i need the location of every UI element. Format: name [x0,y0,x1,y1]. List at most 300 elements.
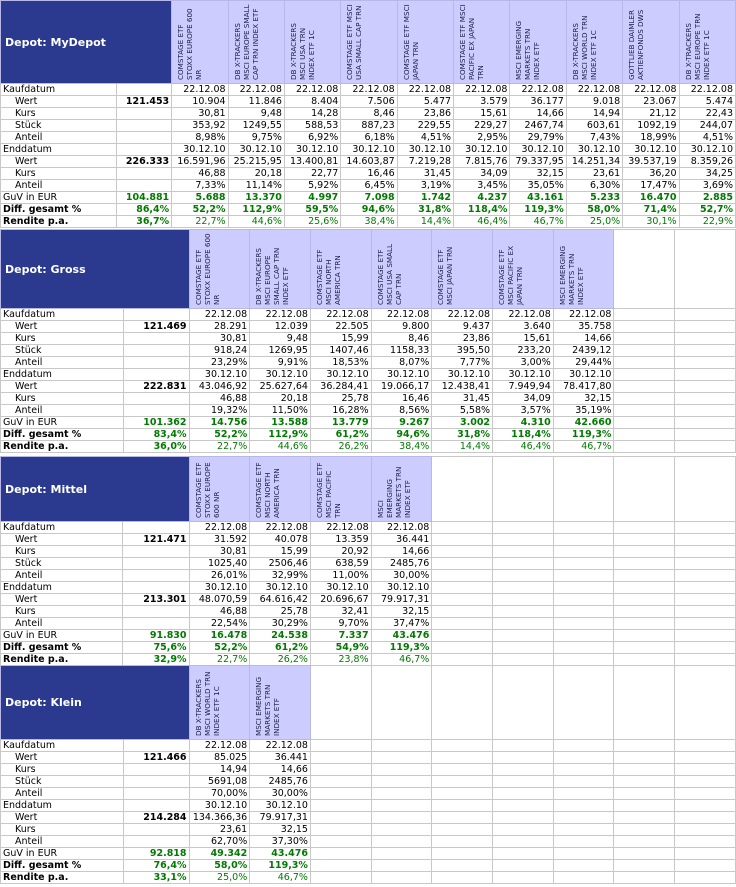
value-cell [614,776,675,788]
row-label: Kaufdatum [1,84,117,96]
value-cell [675,740,736,752]
value-cell: 119,3% [250,860,311,872]
total-cell: 32,9% [123,654,189,666]
fund-header [284,1,340,84]
value-cell: 35.758 [553,321,614,333]
value-cell [614,393,675,405]
fund-header-wrap [190,230,250,308]
value-cell: 22,43 [679,108,735,120]
value-cell [493,776,554,788]
row-stueck [1,345,736,357]
empty-header-cell [553,457,614,522]
value-cell: 46,88 [172,168,228,180]
value-cell [371,800,432,812]
fund-header-wrap [229,1,284,83]
value-cell: 134.366,36 [189,812,250,824]
fund-header [189,666,250,740]
value-cell: 22,7% [189,441,250,453]
value-cell [614,582,675,594]
value-cell: 25,78 [250,606,311,618]
value-cell: 119,3% [510,204,566,216]
value-cell: 3,57% [493,405,554,417]
value-cell [675,836,736,848]
value-cell: 30.12.10 [250,800,311,812]
value-cell: 918,24 [189,345,250,357]
value-cell: 2485,76 [371,558,432,570]
value-cell: 46,88 [189,393,250,405]
value-cell: 112,9% [228,204,284,216]
value-cell: 2,95% [454,132,510,144]
value-cell [432,630,493,642]
fund-header [228,1,284,84]
value-cell: 119,3% [371,642,432,654]
fund-header-wrap [190,457,250,521]
total-cell [123,309,189,321]
depot-title: Depot: Klein [1,666,190,740]
value-cell [493,764,554,776]
value-cell [432,546,493,558]
value-cell: 9,70% [310,618,371,630]
value-cell [553,642,614,654]
row-kurs1 [1,108,736,120]
total-cell: 92.818 [123,848,189,860]
value-cell: 244,07 [679,120,735,132]
row-diff [1,642,736,654]
fund-header-wrap [190,666,250,739]
value-cell [675,848,736,860]
value-cell: 118,4% [493,429,554,441]
value-cell [675,393,736,405]
row-label: Stück [1,558,123,570]
value-cell [614,752,675,764]
value-cell: 19.066,17 [371,381,432,393]
value-cell [675,570,736,582]
value-cell: 30.12.10 [189,582,250,594]
total-cell: 222.831 [123,381,189,393]
total-cell: 104.881 [116,192,171,204]
value-cell [553,800,614,812]
value-cell [493,582,554,594]
value-cell [614,594,675,606]
value-cell [493,740,554,752]
row-anteil2 [1,618,736,630]
value-cell [553,558,614,570]
fund-name: COMSTAGE ETF MSCI PACIFIC TRN [314,462,342,518]
value-cell: 25.215,95 [228,156,284,168]
value-cell [614,522,675,534]
value-cell [432,836,493,848]
value-cell: 26,2% [310,441,371,453]
header-row [1,230,736,309]
row-wert1 [1,752,736,764]
value-cell: 22,7% [189,654,250,666]
value-cell: 5.688 [172,192,228,204]
row-kurs2 [1,393,736,405]
value-cell: 29,44% [553,357,614,369]
value-cell: 25,0% [566,216,622,228]
value-cell: 18,99% [623,132,679,144]
value-cell: 30,81 [189,333,250,345]
value-cell: 1025,40 [189,558,250,570]
empty-header-cell [614,666,675,740]
value-cell [675,606,736,618]
row-label: Anteil [1,836,124,848]
value-cell: 46,4% [454,216,510,228]
value-cell: 22.12.08 [172,84,228,96]
value-cell: 1092,19 [623,120,679,132]
value-cell [675,309,736,321]
value-cell: 16.470 [623,192,679,204]
value-cell [371,824,432,836]
value-cell: 30.12.10 [454,144,510,156]
value-cell: 43.476 [371,630,432,642]
value-cell: 38,4% [371,441,432,453]
value-cell [614,369,675,381]
row-label: Stück [1,776,124,788]
value-cell: 44,6% [228,216,284,228]
value-cell: 54,9% [310,642,371,654]
fund-name: DB X-TRACKERS MSCI EUROPE TRN INDEX ETF 1C [683,13,711,80]
value-cell [675,642,736,654]
depot-block [0,456,736,666]
value-cell [432,582,493,594]
value-cell: 79.917,31 [371,594,432,606]
value-cell: 11,00% [310,570,371,582]
row-label: Wert [1,321,124,333]
value-cell [371,764,432,776]
value-cell: 20.696,67 [310,594,371,606]
value-cell: 22.12.08 [566,84,622,96]
fund-header-wrap [493,230,553,308]
value-cell: 94,6% [371,429,432,441]
header-row [1,666,736,740]
value-cell [675,534,736,546]
value-cell: 22.12.08 [510,84,566,96]
empty-header-cell [614,457,675,522]
fund-header [310,457,371,522]
value-cell [371,860,432,872]
value-cell: 7,77% [432,357,493,369]
value-cell [432,594,493,606]
total-cell: 121.466 [123,752,189,764]
value-cell: 25,78 [310,393,371,405]
empty-header-cell [553,666,614,740]
empty-header-cell [432,666,493,740]
value-cell [553,654,614,666]
fund-name: MSCI EMERGING MARKETS TRN INDEX ETF [557,245,585,305]
row-label: Kaufdatum [1,522,123,534]
value-cell: 30.12.10 [623,144,679,156]
value-cell: 7,33% [172,180,228,192]
fund-header-wrap [250,666,310,739]
value-cell: 36.177 [510,96,566,108]
total-cell [116,108,171,120]
row-label: GuV in EUR [1,848,124,860]
value-cell: 23.067 [623,96,679,108]
row-label: Kurs [1,824,124,836]
value-cell: 85.025 [189,752,250,764]
value-cell: 16,28% [310,405,371,417]
value-cell [493,836,554,848]
value-cell: 32,41 [310,606,371,618]
value-cell: 13.588 [250,417,311,429]
value-cell [675,594,736,606]
value-cell: 37,47% [371,618,432,630]
value-cell [493,594,554,606]
value-cell [432,800,493,812]
value-cell [614,429,675,441]
value-cell: 23,61 [566,168,622,180]
value-cell: 4.997 [284,192,340,204]
row-label: Kurs [1,168,117,180]
fund-name: COMSTAGE ETF MSCI USA SMALL CAP TRN [375,243,403,305]
value-cell [553,764,614,776]
value-cell: 8.359,26 [679,156,735,168]
value-cell [371,776,432,788]
row-rendite [1,441,736,453]
fund-header [189,457,250,522]
value-cell: 14,4% [432,441,493,453]
fund-name: COMSTAGE ETF MSCI PACIFIC EX JAPAN TRN [458,4,486,80]
row-guv [1,417,736,429]
value-cell: 30.12.10 [397,144,453,156]
total-cell [116,132,171,144]
value-cell: 7,43% [566,132,622,144]
value-cell: 16,46 [371,393,432,405]
value-cell: 46,4% [493,441,554,453]
row-label: Wert [1,752,124,764]
value-cell [614,570,675,582]
value-cell [675,764,736,776]
row-kurs1 [1,333,736,345]
value-cell: 588,53 [284,120,340,132]
value-cell [675,776,736,788]
value-cell [614,836,675,848]
value-cell [614,800,675,812]
empty-header-cell [614,230,675,309]
row-label: Stück [1,345,124,357]
fund-header-wrap [510,1,565,83]
value-cell: 22.12.08 [189,309,250,321]
value-cell [371,752,432,764]
value-cell: 16,46 [341,168,397,180]
value-cell: 1.742 [397,192,453,204]
total-cell: 213.301 [123,594,189,606]
value-cell [432,606,493,618]
value-cell: 6,18% [341,132,397,144]
value-cell: 9.267 [371,417,432,429]
fund-header [341,1,397,84]
value-cell [310,740,371,752]
total-cell: 91.830 [123,630,189,642]
fund-header-wrap [372,457,432,521]
row-wert1 [1,96,736,108]
depot-title: Depot: Gross [1,230,190,309]
value-cell: 30.12.10 [228,144,284,156]
row-enddatum [1,800,736,812]
row-label: Kaufdatum [1,309,124,321]
value-cell: 4,51% [679,132,735,144]
value-cell: 3,69% [679,180,735,192]
value-cell [614,333,675,345]
row-wert2 [1,594,736,606]
value-cell [614,546,675,558]
value-cell: 1249,55 [228,120,284,132]
fund-name: COMSTAGE ETF MSCI USA SMALL CAP TRN [345,4,364,80]
value-cell [432,740,493,752]
value-cell: 8.404 [284,96,340,108]
value-cell: 34,09 [493,393,554,405]
value-cell [675,654,736,666]
value-cell: 46,88 [189,606,250,618]
value-cell [675,381,736,393]
value-cell [432,860,493,872]
row-rendite [1,872,736,884]
value-cell [493,654,554,666]
fund-header [371,457,432,522]
value-cell: 30.12.10 [371,582,432,594]
value-cell: 64.616,42 [250,594,311,606]
value-cell: 11,50% [250,405,311,417]
value-cell [310,872,371,884]
value-cell [493,630,554,642]
row-label: Stück [1,120,117,132]
value-cell: 7.815,76 [454,156,510,168]
empty-header-cell [493,666,554,740]
value-cell: 7.219,28 [397,156,453,168]
row-label: Kurs [1,764,124,776]
value-cell: 22.12.08 [454,84,510,96]
value-cell: 19,32% [189,405,250,417]
value-cell: 22.12.08 [250,522,311,534]
value-cell: 13.400,81 [284,156,340,168]
total-cell [123,606,189,618]
value-cell: 39.537,19 [623,156,679,168]
value-cell: 6,92% [284,132,340,144]
total-cell [123,369,189,381]
value-cell: 22.12.08 [228,84,284,96]
value-cell: 9,91% [250,357,311,369]
fund-header [397,1,453,84]
value-cell: 233,20 [493,345,554,357]
value-cell: 30.12.10 [553,369,614,381]
row-label: Rendite p.a. [1,441,124,453]
value-cell [371,788,432,800]
value-cell [675,752,736,764]
value-cell: 23,86 [397,108,453,120]
total-cell [123,582,189,594]
value-cell [553,752,614,764]
value-cell [553,594,614,606]
depot-table [0,456,736,666]
value-cell: 1269,95 [250,345,311,357]
value-cell [614,558,675,570]
value-cell: 30.12.10 [679,144,735,156]
row-label: Anteil [1,788,124,800]
value-cell: 30,00% [250,788,311,800]
value-cell [432,776,493,788]
value-cell [493,872,554,884]
value-cell: 20,92 [310,546,371,558]
value-cell [614,824,675,836]
value-cell: 30.12.10 [566,144,622,156]
value-cell: 40.078 [250,534,311,546]
fund-header [510,1,566,84]
fund-name: COMSTAGE ETF MSCI NORTH AMERICA TRN [314,249,342,305]
row-stueck [1,558,736,570]
fund-header-wrap [680,1,735,83]
value-cell: 1158,33 [371,345,432,357]
total-cell [116,180,171,192]
value-cell: 34,25 [679,168,735,180]
value-cell [493,848,554,860]
value-cell [310,776,371,788]
value-cell [675,522,736,534]
value-cell: 7.098 [341,192,397,204]
total-cell [123,345,189,357]
row-guv [1,630,736,642]
value-cell: 26,2% [250,654,311,666]
fund-header [566,1,622,84]
row-kaufdatum [1,740,736,752]
value-cell [675,333,736,345]
fund-name: MSCI EMERGING MARKETS TRN INDEX ETF [514,20,542,80]
value-cell: 229,27 [454,120,510,132]
value-cell: 36.441 [371,534,432,546]
depot-block [0,229,736,453]
value-cell: 14,66 [510,108,566,120]
row-label: Rendite p.a. [1,654,123,666]
value-cell [614,441,675,453]
fund-name: COMSTAGE ETF STOXX EUROPE 600 NR [176,8,204,80]
value-cell: 61,2% [250,642,311,654]
value-cell: 31,8% [397,204,453,216]
value-cell: 9,48 [228,108,284,120]
fund-header-wrap [250,230,310,308]
value-cell [493,642,554,654]
value-cell [675,546,736,558]
value-cell [493,788,554,800]
row-wert1 [1,534,736,546]
value-cell: 14.251,34 [566,156,622,168]
value-cell: 30,00% [371,570,432,582]
value-cell: 30.12.10 [189,800,250,812]
value-cell: 22.12.08 [623,84,679,96]
row-label: Rendite p.a. [1,216,117,228]
row-label: Kurs [1,606,123,618]
fund-name: MSCI EMERGING MARKETS TRN INDEX ETF [375,466,412,518]
fund-header-wrap [250,457,310,521]
row-label: Anteil [1,570,123,582]
value-cell: 36,20 [623,168,679,180]
fund-header-wrap [311,457,371,521]
value-cell [553,534,614,546]
row-kurs2 [1,168,736,180]
row-label: Kurs [1,108,117,120]
value-cell: 12.039 [250,321,311,333]
value-cell [432,642,493,654]
value-cell: 48.070,59 [189,594,250,606]
value-cell [675,369,736,381]
value-cell: 30.12.10 [310,369,371,381]
total-cell: 121.469 [123,321,189,333]
value-cell: 15,99 [310,333,371,345]
total-cell [123,800,189,812]
row-label: Enddatum [1,144,117,156]
row-label: Anteil [1,180,117,192]
value-cell: 52,2% [189,642,250,654]
value-cell [432,812,493,824]
